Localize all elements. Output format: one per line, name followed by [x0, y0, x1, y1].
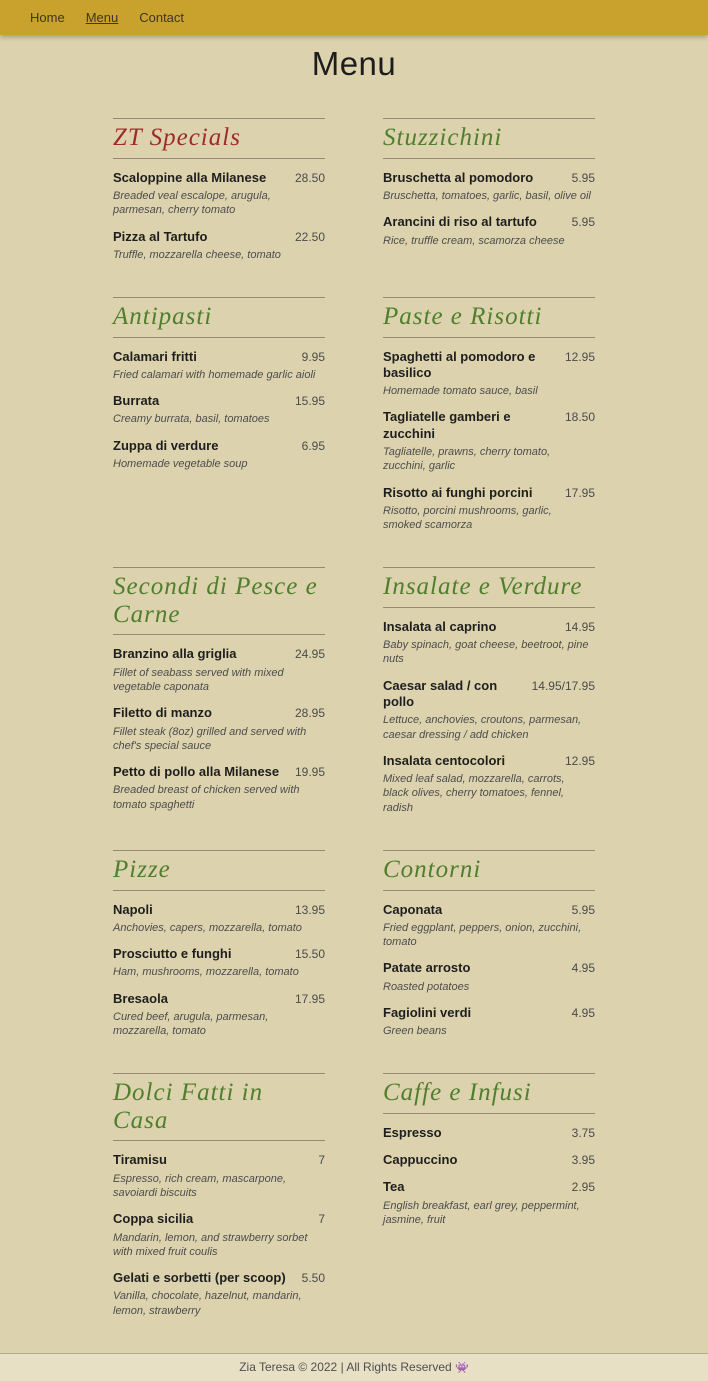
item-row: [383, 753, 595, 769]
menu-item: [383, 214, 595, 248]
item-name: Insalata al caprino: [383, 618, 497, 634]
menu-item: [113, 1211, 325, 1259]
item-price: 15.95: [294, 394, 325, 409]
item-row: [113, 991, 325, 1007]
section-items: [113, 159, 325, 262]
section-title: Secondi di Pesce e Carne: [113, 573, 318, 628]
item-row: [383, 409, 595, 442]
item-description: Creamy burrata, basil, tomatoes: [113, 413, 270, 426]
menu-section-zt-specials: [113, 118, 325, 273]
item-description: Vanilla, chocolate, hazelnut, mandarin, lemon, strawberry: [113, 1290, 302, 1317]
item-row: [113, 1211, 325, 1227]
item-name: Scaloppine alla Milanese: [113, 169, 267, 185]
section-title: Contorni: [383, 856, 482, 883]
footer-text: Zia Teresa © 2022 | All Rights Reserved: [239, 1359, 452, 1374]
item-name: Zuppa di verdure: [113, 437, 219, 453]
menu-item: [113, 991, 325, 1039]
item-price: 28.50: [294, 170, 325, 185]
menu-item: [383, 753, 595, 815]
item-name: Calamari fritti: [113, 348, 197, 364]
item-price: 2.95: [571, 1180, 595, 1195]
item-row: [383, 960, 595, 976]
item-price: 28.95: [294, 706, 325, 721]
item-price: 15.50: [294, 947, 325, 962]
menu-section-contorni: [383, 850, 595, 1049]
item-name: Burrata: [113, 393, 160, 409]
item-price: 9.95: [301, 349, 325, 364]
item-row: [113, 902, 325, 918]
item-row: [113, 170, 325, 186]
item-description: Fillet steak (8oz) grilled and served with chef's special sauce: [113, 725, 307, 752]
item-description: Fried eggplant, peppers, onion, zucchini, tomato: [383, 921, 582, 949]
item-row: [383, 1179, 595, 1195]
item-name: Filetto di manzo: [113, 705, 212, 721]
item-description: Lettuce, anchovies, croutons, parmesan, caesar dressing / add chicken: [383, 714, 582, 741]
menu-section-insalate-e-verdure: [383, 567, 595, 826]
section-title: Dolci Fatti in Casa: [113, 1079, 264, 1134]
item-row: [383, 1152, 595, 1168]
menu-item: [383, 1005, 595, 1039]
item-name: Spaghetti al pomodoro e basilico: [383, 348, 536, 380]
item-description: Fried calamari with homemade garlic aioli: [113, 368, 316, 381]
item-description: Fillet of seabass served with mixed vegetable caponata: [113, 666, 284, 693]
item-price: 12.95: [564, 753, 595, 768]
item-row: [383, 214, 595, 230]
item-name: Petto di pollo alla Milanese: [113, 764, 280, 780]
item-name: Tagliatelle gamberi e zucchini: [383, 409, 511, 441]
item-price: 22.50: [294, 229, 325, 244]
item-row: [113, 1152, 325, 1168]
item-price: 24.95: [294, 647, 325, 662]
section-items: [113, 635, 325, 812]
item-row: [113, 393, 325, 409]
item-row: [113, 764, 325, 780]
item-description: Breaded veal escalope, arugula, parmesan, cherry tomato: [113, 190, 271, 217]
section-items: [113, 1141, 325, 1318]
item-name: Arancini di riso al tartufo: [383, 214, 537, 230]
item-row: [113, 946, 325, 962]
menu-section-stuzzichini: [383, 118, 595, 259]
item-name: Patate arrosto: [383, 960, 471, 976]
item-row: [113, 438, 325, 454]
navbar: [0, 0, 708, 35]
item-name: Pizza al Tartufo: [113, 228, 208, 244]
item-name: Insalata centocolori: [383, 752, 506, 768]
menu-item: [383, 619, 595, 667]
menu-item: [113, 764, 325, 812]
section-items: [383, 1114, 595, 1227]
menu-section-caffe-e-infusi: [383, 1073, 595, 1238]
item-row: [383, 349, 595, 382]
site-footer: [0, 1353, 708, 1381]
item-description: Cured beef, arugula, parmesan, mozzarella, tomato: [113, 1010, 269, 1038]
item-price: 4.95: [571, 1005, 595, 1020]
item-name: Caesar salad / con pollo: [383, 677, 498, 710]
menu-item: [113, 170, 325, 218]
alien-emoji-icon: 👾: [455, 1361, 469, 1374]
item-price: 7: [318, 1212, 325, 1227]
item-row: [383, 485, 595, 501]
section-title: Antipasti: [113, 303, 213, 331]
item-name: Tea: [383, 1179, 405, 1195]
menu-item: [113, 705, 325, 753]
section-items: [383, 608, 595, 815]
item-name: Branzino alla griglia: [113, 646, 237, 662]
nav-link-contact[interactable]: Contact: [139, 10, 185, 25]
item-row: [113, 1270, 325, 1286]
item-price: 5.50: [301, 1271, 325, 1286]
item-price: 5.95: [571, 170, 595, 185]
item-price: 17.95: [294, 991, 325, 1006]
item-name: Tiramisu: [113, 1152, 167, 1168]
item-price: 19.95: [294, 765, 325, 780]
item-price: 18.50: [564, 410, 595, 425]
item-price: 7: [318, 1153, 325, 1168]
menu-item: [113, 349, 325, 383]
item-name: Bruschetta al pomodoro: [383, 169, 534, 185]
item-price: 6.95: [301, 438, 325, 453]
menu-item: [383, 1179, 595, 1227]
menu-section-antipasti: [113, 297, 325, 482]
menu-item: [383, 409, 595, 473]
item-name: Fagiolini verdi: [383, 1004, 472, 1020]
item-price: 5.95: [571, 215, 595, 230]
menu-section-secondi-di-pesce-e-carne: [113, 567, 325, 823]
item-name: Prosciutto e funghi: [113, 946, 232, 962]
item-description: Homemade tomato sauce, basil: [383, 385, 538, 398]
item-row: [383, 1125, 595, 1141]
item-row: [113, 705, 325, 721]
item-description: Bruschetta, tomatoes, garlic, basil, olive oil: [383, 190, 591, 203]
menu-section-paste-e-risotti: [383, 297, 595, 543]
menu-grid: [113, 118, 595, 1353]
item-description: Tagliatelle, prawns, cherry tomato, zucchini, garlic: [383, 445, 551, 473]
item-name: Espresso: [383, 1124, 442, 1140]
nav-link-home[interactable]: Home: [30, 10, 65, 25]
menu-item: [383, 960, 595, 994]
item-description: English breakfast, earl grey, peppermint, jasmine, fruit: [383, 1199, 580, 1226]
item-description: Roasted potatoes: [383, 980, 470, 993]
item-row: [113, 646, 325, 662]
item-description: Risotto, porcini mushrooms, garlic, smoked scamorza: [383, 504, 552, 532]
item-price: 14.95: [564, 619, 595, 634]
item-row: [383, 619, 595, 635]
menu-item: [113, 646, 325, 694]
item-name: Caponata: [383, 901, 443, 917]
item-description: Espresso, rich cream, mascarpone, savoiardi biscuits: [113, 1172, 287, 1199]
menu-item: [383, 485, 595, 533]
item-description: Green beans: [383, 1025, 447, 1038]
item-description: Homemade vegetable soup: [113, 458, 248, 471]
menu-item: [383, 902, 595, 950]
item-price: 5.95: [571, 902, 595, 917]
section-title: Caffe e Infusi: [383, 1079, 532, 1107]
section-items: [113, 338, 325, 472]
menu-item: [383, 349, 595, 399]
menu-item: [383, 1152, 595, 1168]
item-description: Truffle, mozzarella cheese, tomato: [113, 248, 281, 261]
section-title: Stuzzichini: [383, 124, 503, 152]
item-price: 3.75: [571, 1125, 595, 1140]
menu-item: [113, 1270, 325, 1318]
item-description: Anchovies, capers, mozzarella, tomato: [113, 921, 302, 934]
item-name: Bresaola: [113, 990, 168, 1006]
menu-item: [113, 438, 325, 472]
item-price: 4.95: [571, 961, 595, 976]
section-title: Pizze: [113, 856, 171, 883]
item-row: [113, 349, 325, 365]
menu-section-dolci-fatti-in-casa: [113, 1073, 325, 1329]
item-name: Gelati e sorbetti (per scoop): [113, 1270, 286, 1286]
section-items: [383, 159, 595, 248]
menu-item: [113, 902, 325, 936]
menu-page: [0, 35, 708, 1353]
item-price: 12.95: [564, 349, 595, 364]
menu-section-pizze: [113, 850, 325, 1049]
section-items: [383, 338, 595, 533]
item-row: [383, 902, 595, 918]
section-title: Paste e Risotti: [383, 303, 543, 331]
item-price: 3.95: [571, 1153, 595, 1168]
item-description: Mixed leaf salad, mozzarella, carrots, black olives, cherry tomatoes, fennel, radish: [383, 773, 565, 814]
section-items: [113, 891, 325, 1039]
item-name: Risotto ai funghi porcini: [383, 484, 533, 500]
menu-item: [113, 1152, 325, 1200]
item-name: Cappuccino: [383, 1152, 458, 1168]
menu-item: [383, 678, 595, 742]
section-items: [383, 891, 595, 1039]
item-description: Mandarin, lemon, and strawberry sorbet with mixed fruit coulis: [113, 1231, 308, 1258]
item-price: 13.95: [294, 902, 325, 917]
item-row: [383, 678, 595, 711]
item-row: [383, 1005, 595, 1021]
nav-link-menu[interactable]: Menu: [85, 10, 119, 25]
page-title: Menu: [311, 45, 397, 82]
section-title: ZT Specials: [113, 124, 241, 152]
item-row: [383, 170, 595, 186]
item-description: Rice, truffle cream, scamorza cheese: [383, 234, 565, 247]
item-name: Coppa sicilia: [113, 1211, 194, 1227]
menu-item: [113, 229, 325, 263]
menu-item: [383, 1125, 595, 1141]
menu-item: [113, 393, 325, 427]
item-name: Napoli: [113, 901, 153, 917]
item-description: Baby spinach, goat cheese, beetroot, pine nuts: [383, 639, 589, 666]
item-row: [113, 229, 325, 245]
item-description: Ham, mushrooms, mozzarella, tomato: [113, 966, 299, 979]
menu-item: [383, 170, 595, 204]
section-title: Insalate e Verdure: [383, 573, 583, 601]
item-price: 17.95: [564, 485, 595, 500]
item-description: Breaded breast of chicken served with tomato spaghetti: [113, 784, 300, 811]
item-price: 14.95/17.95: [531, 678, 595, 693]
menu-item: [113, 946, 325, 980]
